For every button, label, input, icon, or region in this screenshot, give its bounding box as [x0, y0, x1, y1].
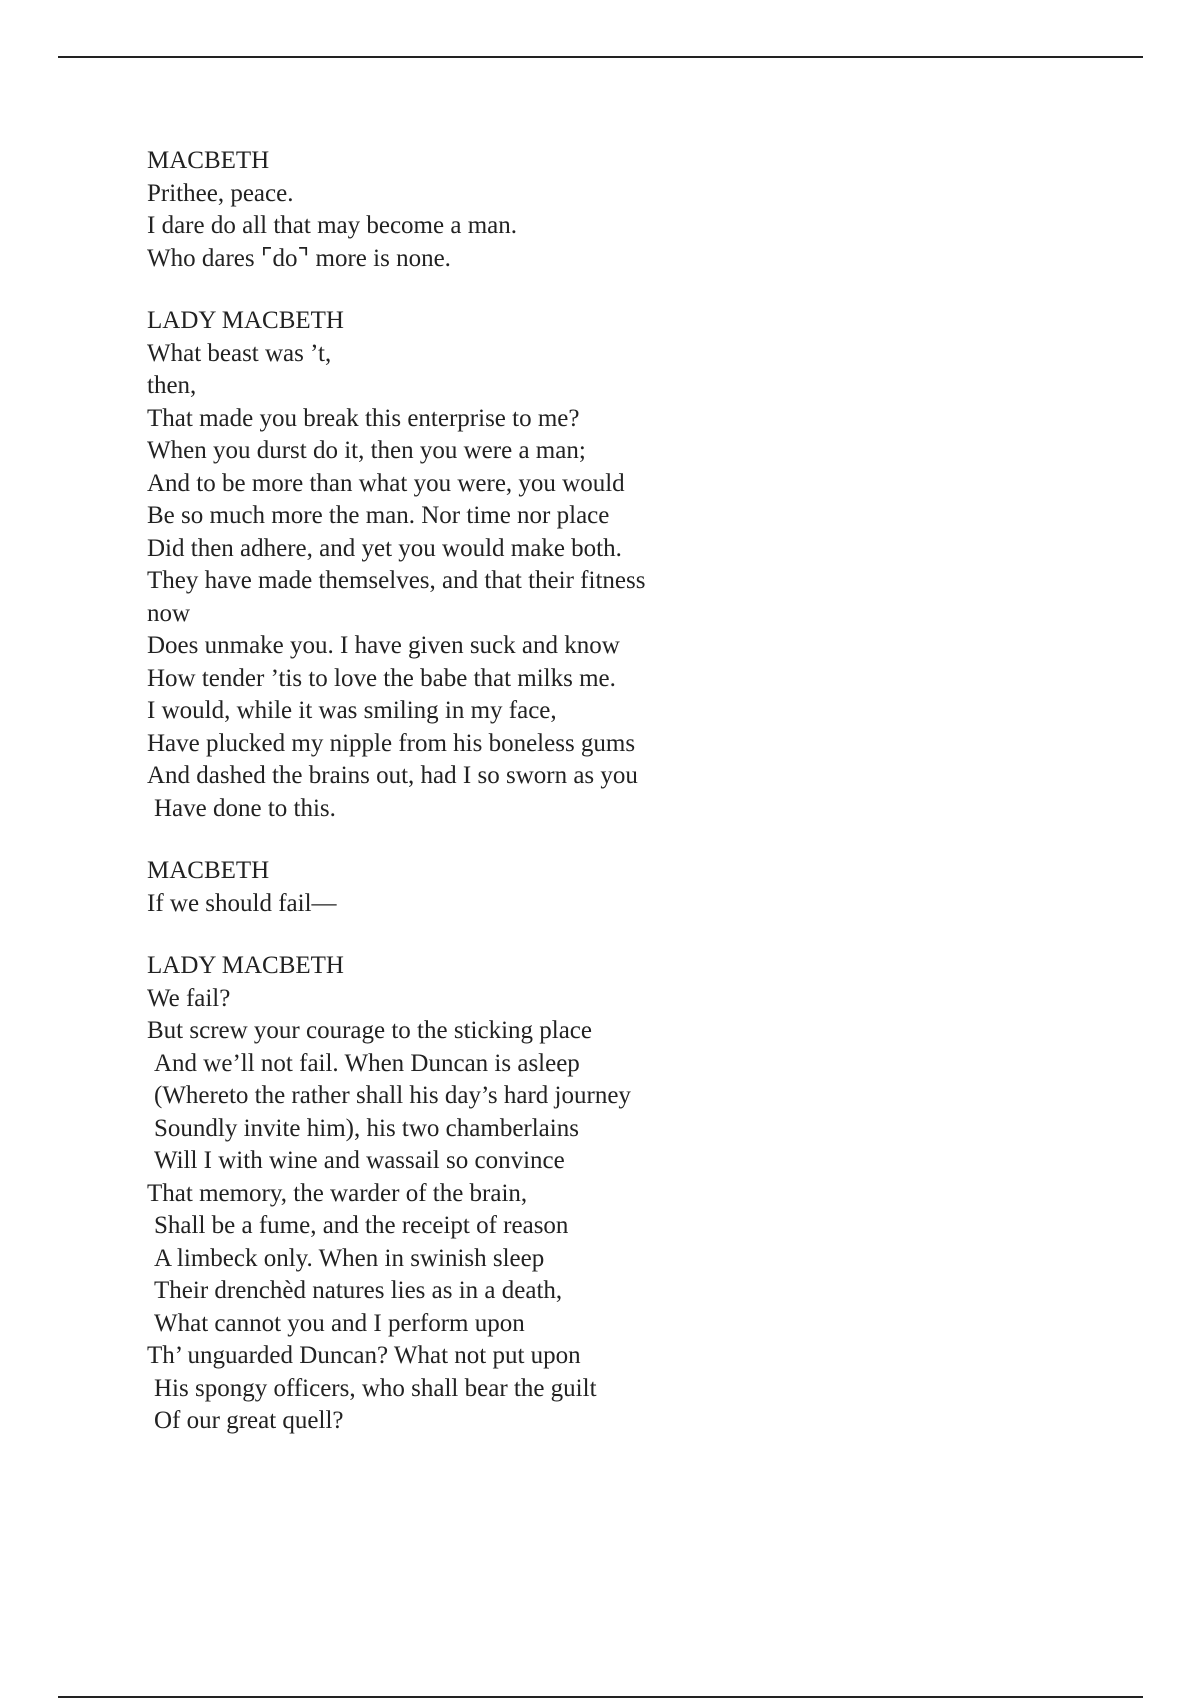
verse-line: Soundly invite him), his two chamberlains — [154, 1114, 579, 1142]
speech — [147, 950, 1047, 1438]
verse-line: Have plucked my nipple from his boneless gums — [147, 729, 636, 757]
verse-line: Prithee, peace. — [147, 179, 294, 207]
play-text — [147, 145, 1047, 1468]
top-rule — [58, 56, 1143, 58]
verse-line: Have done to this. — [154, 794, 336, 822]
verse-line: A limbeck only. When in swinish sleep — [154, 1244, 545, 1272]
speaker-name: LADY MACBETH — [147, 952, 344, 979]
verse-line: We fail? — [147, 984, 231, 1012]
verse-line: then, — [147, 372, 197, 399]
verse-line: Shall be a fume, and the receipt of reason — [154, 1212, 569, 1239]
verse-line: What cannot you and I perform upon — [154, 1309, 525, 1337]
verse-line: They have made themselves, and that their fitness — [147, 567, 646, 594]
speaker-name: MACBETH — [147, 857, 270, 884]
verse-line: When you durst do it, then you were a man; — [147, 437, 586, 464]
verse-line: That memory, the warder of the brain, — [147, 1179, 528, 1207]
speech — [147, 305, 1047, 825]
verse-line: Th’ unguarded Duncan? What not put upon — [147, 1342, 581, 1369]
verse-line: What beast was ’t, — [147, 339, 332, 367]
verse-line: Does unmake you. I have given suck and know — [147, 632, 620, 659]
speaker-name: MACBETH — [147, 147, 270, 174]
verse-line: And dashed the brains out, had I so sworn as you — [147, 762, 638, 789]
speaker-name: LADY MACBETH — [147, 307, 344, 334]
verse-line: Their drenchèd natures lies as in a death, — [154, 1277, 563, 1304]
speech — [147, 855, 1047, 920]
verse-line: But screw your courage to the sticking place — [147, 1017, 592, 1044]
bottom-rule — [58, 1696, 1143, 1698]
verse-line: now — [147, 599, 191, 627]
verse-line: And we’ll not fail. When Duncan is asleep — [154, 1049, 580, 1077]
verse-line: (Whereto the rather shall his day’s hard journey — [154, 1082, 631, 1109]
verse-line: Of our great quell? — [154, 1407, 344, 1434]
verse-line: And to be more than what you were, you would — [147, 469, 625, 497]
verse-line: I would, while it was smiling in my face, — [147, 697, 557, 724]
verse-line: Who dares ⌜do⌝ more is none. — [147, 244, 451, 272]
verse-line: His spongy officers, who shall bear the guilt — [154, 1374, 597, 1402]
verse-line: How tender ’tis to love the babe that milks me. — [147, 664, 616, 692]
verse-line: I dare do all that may become a man. — [147, 212, 517, 239]
verse-line: Will I with wine and wassail so convince — [154, 1147, 565, 1174]
verse-line: That made you break this enterprise to me? — [147, 404, 580, 432]
verse-line: Be so much more the man. Nor time nor place — [147, 502, 610, 529]
verse-line: Did then adhere, and yet you would make both. — [147, 534, 622, 562]
speech — [147, 145, 1047, 275]
verse-line: If we should fail— — [147, 889, 337, 917]
